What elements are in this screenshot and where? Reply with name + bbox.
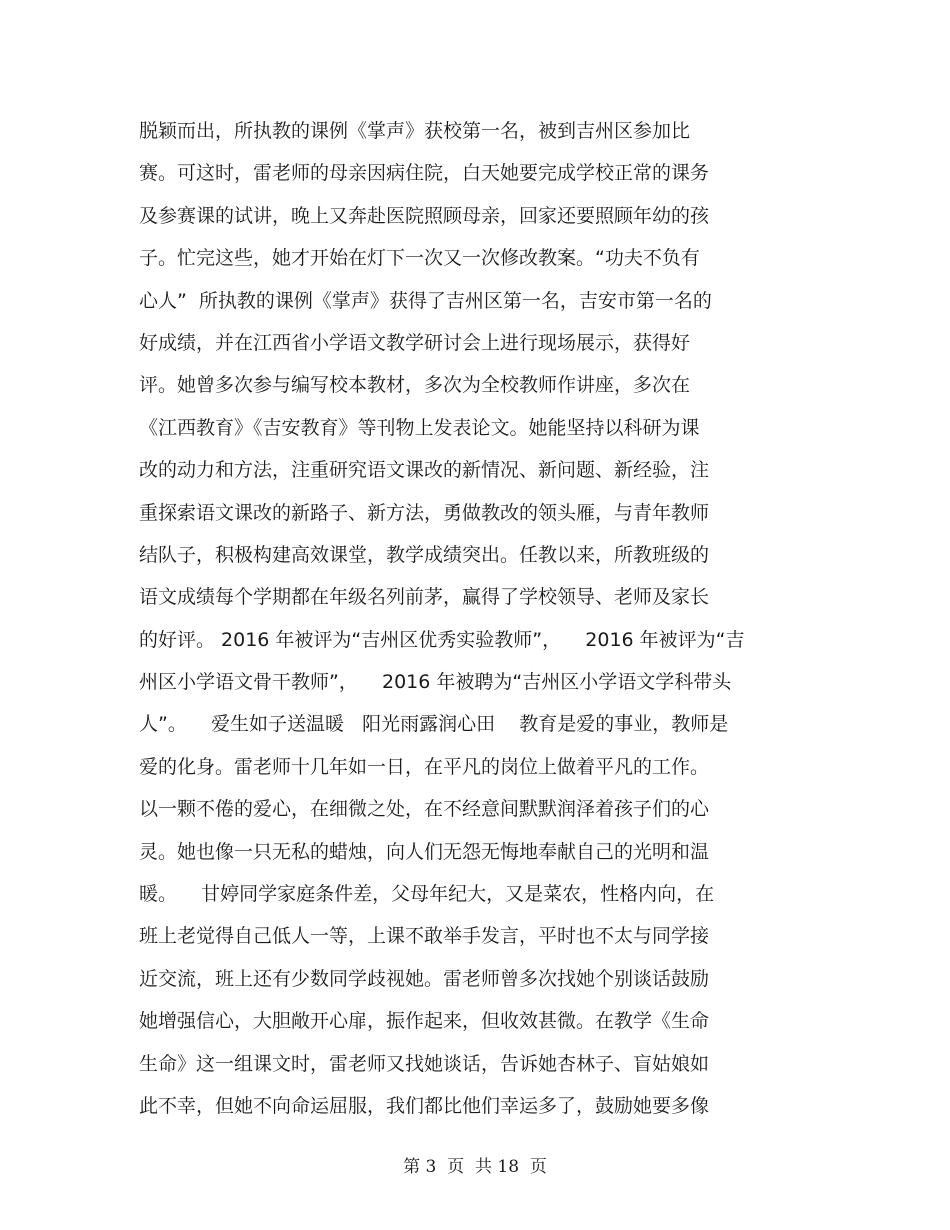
text-line: 子。忙完这些，她才开始在灯下一次又一次修改教案。“功夫不负有: [139, 247, 700, 270]
text-line: 好成绩，并在江西省小学语文教学研讨会上进行现场展示，获得好: [139, 331, 691, 354]
text-line: 脱颖而出，所执教的课例《掌声》获校第一名，被到吉州区参加比: [139, 120, 691, 142]
text-line: 《江西教育》《吉安教育》等刊物上发表论文。她能坚持以科研为课: [139, 416, 700, 439]
text-line: 语文成绩每个学期都在年级名列前茅，赢得了学校领导、老师及家长: [139, 586, 710, 609]
text-line: 改的动力和方法，注重研究语文课改的新情况、新问题、新经验，注: [139, 459, 710, 482]
text-line: 重探索语文课改的新路子、新方法，勇做教改的领头雁，与青年教师: [139, 501, 710, 524]
text-line: 班上老觉得自己低人一等，上课不敢举手发言，平时也不太与同学接: [139, 925, 710, 948]
text-line: 的好评。 2016 年被评为“吉州区优秀实验教师”， 2016 年被评为“吉: [139, 628, 745, 651]
text-line: 人”。 爱生如子送温暖 阳光雨露润心田 教育是爱的事业，教师是: [139, 713, 729, 736]
text-line: 暖。 甘婷同学家庭条件差，父母年纪大，又是菜农，性格内向，在: [139, 883, 715, 906]
text-line: 赛。可这时，雷老师的母亲因病住院，白天她要完成学校正常的课务: [139, 162, 710, 185]
text-line: 州区小学语文骨干教师”， 2016 年被聘为“吉州区小学语文学科带头: [139, 671, 732, 694]
text-line: 以一颗不倦的爱心，在细微之处，在不经意间默默润泽着孩子们的心: [139, 798, 710, 821]
text-line: 及参赛课的试讲，晚上又奔赴医院照顾母亲，回家还要照顾年幼的孩: [139, 204, 710, 227]
text-line: 爱的化身。雷老师十几年如一日，在平凡的岗位上做着平凡的工作。: [139, 755, 710, 778]
text-line: 近交流，班上还有少数同学歧视她。雷老师曾多次找她个别谈话鼓励: [139, 967, 710, 990]
text-line: 她增强信心，大胆敞开心扉，振作起来，但收效甚微。在教学《生命: [139, 1010, 710, 1033]
text-line: 生命》这一组课文时，雷老师又找她谈话，告诉她杏林子、盲姑娘如: [139, 1052, 710, 1075]
text-line: 心人” 所执教的课例《掌声》获得了吉州区第一名，吉安市第一名的: [139, 289, 712, 312]
text-line: 结队子，积极构建高效课堂，教学成绩突出。任教以来，所教班级的: [139, 543, 710, 566]
text-line: 此不幸，但她不向命运屈服，我们都比他们幸运多了，鼓励她要多像: [139, 1094, 710, 1117]
text-line: 灵。她也像一只无私的蜡烛，向人们无怨无悔地奉献自己的光明和温: [139, 840, 710, 863]
body-text: [139, 110, 839, 1127]
page-number-footer: 第 3 页 共 18 页: [403, 1157, 547, 1177]
text-line: 评。她曾多次参与编写校本教材，多次为全校教师作讲座，多次在: [139, 374, 691, 397]
